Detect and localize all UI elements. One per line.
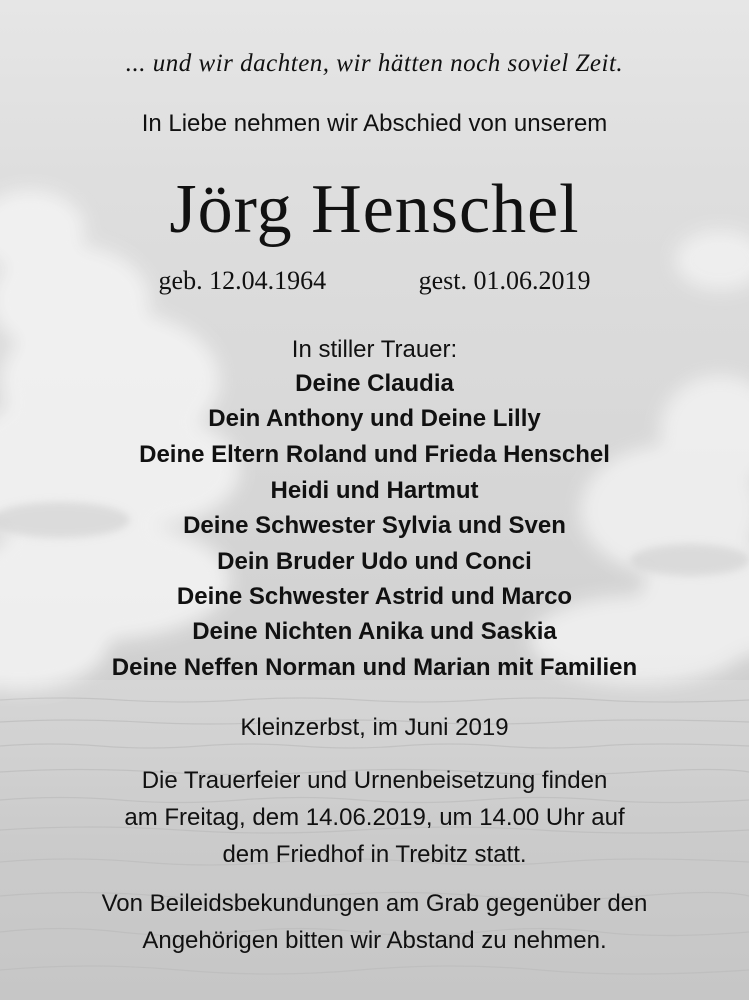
place-and-date: Kleinzerbst, im Juni 2019 <box>240 714 509 741</box>
death-date: gest. 01.06.2019 <box>418 266 591 295</box>
motto-quote: ... und wir dachten, wir hätten noch soviel Zeit. <box>125 50 624 77</box>
birth-date: geb. 12.04.1964 <box>158 266 327 295</box>
mourner-line: Deine Nichten Anika und Saskia <box>192 618 557 645</box>
condolence-request <box>0 885 749 959</box>
mourning-label: In stiller Trauer: <box>291 336 458 363</box>
service-line: Die Trauerfeier und Urnenbeisetzung finden <box>141 767 608 794</box>
mourner-line: Deine Claudia <box>295 370 454 397</box>
request-line: Angehörigen bitten wir Abstand zu nehmen. <box>142 927 607 954</box>
life-dates <box>0 266 749 296</box>
request-line: Von Beileidsbekundungen am Grab gegenüber den <box>101 890 648 917</box>
mourner-line: Deine Eltern Roland und Frieda Henschel <box>139 441 610 468</box>
mourner-line: Deine Schwester Sylvia und Sven <box>183 512 566 539</box>
mourner-line: Dein Anthony und Deine Lilly <box>208 405 541 432</box>
mourner-line: Deine Schwester Astrid und Marco <box>176 583 573 610</box>
intro-text: In Liebe nehmen wir Abschied von unserem <box>141 110 608 137</box>
service-line: dem Friedhof in Trebitz statt. <box>222 841 527 868</box>
mourner-line: Heidi und Hartmut <box>270 477 479 504</box>
mourner-line: Dein Bruder Udo und Conci <box>217 548 532 575</box>
service-line: am Freitag, dem 14.06.2019, um 14.00 Uhr auf <box>124 804 625 831</box>
funeral-service-info <box>0 762 749 873</box>
deceased-name: Jörg Henschel <box>169 171 580 248</box>
mourner-line: Deine Neffen Norman und Marian mit Familien <box>111 654 638 681</box>
